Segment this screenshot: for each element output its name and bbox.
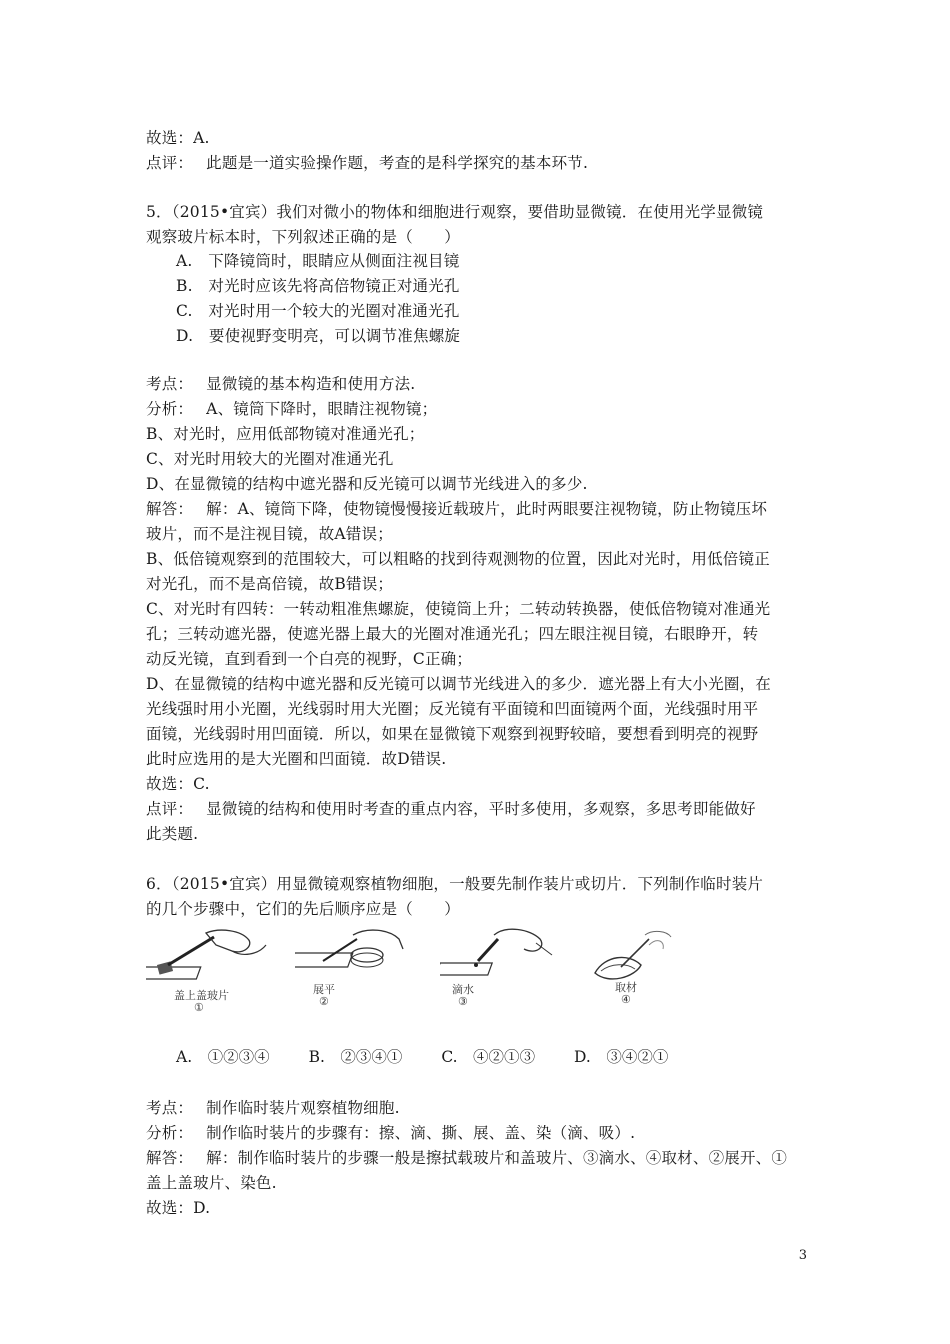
picture-3-caption: 滴水 (452, 983, 474, 996)
q5-option-a: A. 下降镜筒时，眼睛应从侧面注视目镜 (176, 252, 460, 270)
q6-option-d: D. ③④②① (574, 1048, 669, 1066)
q5-comment-2: 此类题. (146, 825, 199, 843)
q5-jieda-11: 此时应选用的是大光圈和凹面镜．故D错误. (146, 750, 447, 768)
q6-jieda-1: 解答： 解：制作临时装片的步骤一般是擦拭载玻片和盖玻片、③滴水、④取材、②展开、① (146, 1149, 788, 1167)
q6-stem-line1: 6．（2015•宜宾）用显微镜观察植物细胞，一般要先制作装片或切片．下列制作临时装片 (146, 875, 764, 893)
q4-comment: 点评： 此题是一道实验操作题，考查的是科学探究的基本环节. (146, 154, 589, 172)
q5-option-d: D. 要使视野变明亮，可以调节准焦螺旋 (176, 327, 461, 345)
q6-kaodian: 考点： 制作临时装片观察植物细胞. (146, 1099, 400, 1117)
picture-2-caption: 展平 (313, 983, 335, 996)
q5-kaodian: 考点： 显微镜的基本构造和使用方法. (146, 375, 416, 393)
picture-4-caption: 取材 (615, 981, 637, 994)
q5-fenxi-4: D、在显微镜的结构中遮光器和反光镜可以调节光线进入的多少. (146, 475, 588, 493)
q5-fenxi-1: 分析： A、镜筒下降时，眼睛注视物镜； (146, 400, 438, 418)
q6-options (176, 1046, 702, 1068)
q5-answer: 故选：C. (146, 775, 210, 793)
picture-cover-slip (146, 925, 271, 1014)
q6-fenxi: 分析： 制作临时装片的步骤有：擦、滴、撕、展、盖、染（滴、吸）. (146, 1124, 636, 1142)
picture-drop-water (440, 925, 555, 1008)
q5-option-c: C. 对光时用一个较大的光圈对准通光孔 (176, 302, 460, 320)
q5-jieda-5: C、对光时有四转：一转动粗准焦螺旋，使镜筒上升；二转动转换器，使低倍物镜对准通光 (146, 600, 771, 618)
q5-jieda-1: 解答： 解：A、镜筒下降，使物镜慢慢接近载玻片，此时两眼要注视物镜，防止物镜压坏 (146, 500, 768, 518)
q5-comment-1: 点评： 显微镜的结构和使用时考查的重点内容，平时多使用，多观察，多思考即能做好 (146, 800, 756, 818)
take-material-illustration (585, 925, 700, 1005)
q5-jieda-4: 对光孔，而不是高倍镜，故B错误； (146, 575, 394, 593)
q6-option-b: B. ②③④① (308, 1048, 403, 1066)
q5-fenxi-2: B、对光时，应用低部物镜对准通光孔； (146, 425, 425, 443)
q6-option-c: C. ④②①③ (441, 1048, 536, 1066)
q5-jieda-2: 玻片，而不是注视目镜，故A错误； (146, 525, 393, 543)
picture-1-number: ① (194, 1001, 204, 1014)
picture-1-caption: 盖上盖玻片 (174, 989, 229, 1002)
picture-3-number: ③ (458, 995, 468, 1008)
q5-jieda-10: 面镜，光线弱时用凹面镜．所以，如果在显微镜下观察到视野较暗，要想看到明亮的视野 (146, 725, 759, 743)
picture-4-number: ④ (621, 993, 631, 1006)
picture-2-number: ② (319, 995, 329, 1008)
q5-jieda-8: D、在显微镜的结构中遮光器和反光镜可以调节光线进入的多少．遮光器上有大小光圈，在 (146, 675, 771, 693)
q5-jieda-6: 孔；三转动遮光器，使遮光器上最大的光圈对准通光孔；四左眼注视目镜，右眼睁开，转 (146, 625, 759, 643)
q6-option-a: A. ①②③④ (176, 1048, 270, 1066)
page-number: 3 (798, 1248, 807, 1263)
picture-spread-flat (295, 925, 410, 1008)
q5-jieda-3: B、低倍镜观察到的范围较大，可以粗略的找到待观测物的位置，因此对光时，用低倍镜正 (146, 550, 770, 568)
q5-stem-line2: 观察玻片标本时，下列叙述正确的是（ ） (146, 228, 461, 246)
q5-jieda-7: 动反光镜，直到看到一个白亮的视野，C正确； (146, 650, 473, 668)
q5-fenxi-3: C、对光时用较大的光圈对准通光孔 (146, 450, 394, 468)
q4-answer: 故选：A. (146, 129, 210, 147)
q6-answer: 故选：D. (146, 1199, 211, 1217)
q5-stem-line1: 5．（2015•宜宾）我们对微小的物体和细胞进行观察，要借助显微镜．在使用光学显微镜 (146, 203, 764, 221)
picture-take-material (585, 925, 700, 1005)
q5-option-b: B. 对光时应该先将高倍物镜正对通光孔 (176, 277, 460, 295)
q6-stem-line2: 的几个步骤中，它们的先后顺序应是（ ） (146, 900, 461, 918)
q6-jieda-2: 盖上盖玻片、染色. (146, 1174, 277, 1192)
q5-jieda-9: 光线强时用小光圈，光线弱时用大光圈；反光镜有平面镜和凹面镜两个面，光线强时用平 (146, 700, 759, 718)
